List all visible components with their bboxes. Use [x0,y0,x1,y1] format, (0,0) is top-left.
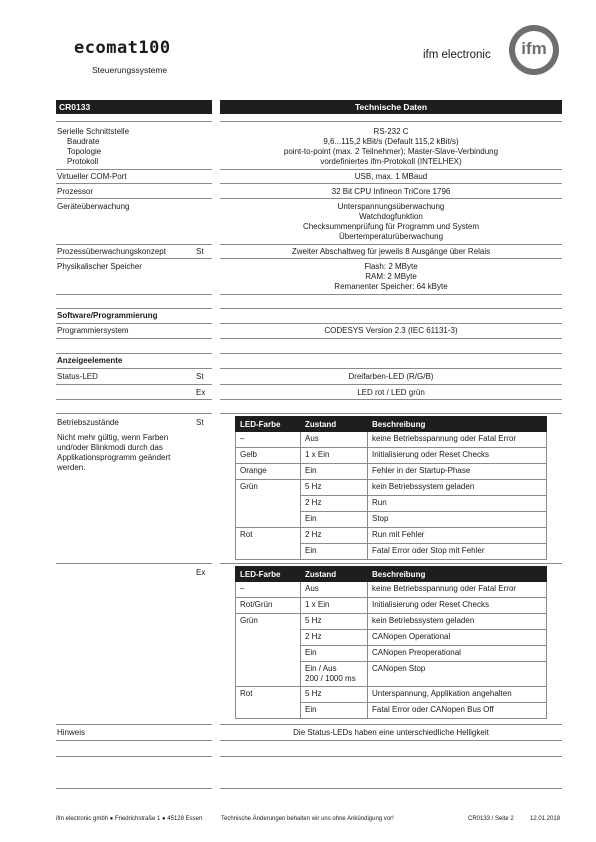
led-description: CANopen Stop [368,662,547,687]
col-header: Beschreibung [368,417,547,432]
led-description: Initialisierung oder Reset Checks [368,598,547,614]
monitor-value: Watchdogfunktion [359,212,423,221]
col-header: Beschreibung [368,567,547,582]
led-description: Run [368,496,547,512]
led-color: – [236,432,301,448]
right-header: Technische Daten [220,100,562,114]
led-color [236,662,301,687]
led-table-st [235,416,547,560]
led-color [236,512,301,528]
table-row [236,662,547,687]
led-color: Grün [236,614,301,630]
states-ex: Ex [196,568,206,577]
led-description: Fehler in der Startup-Phase [368,464,547,480]
led-state: 2 Hz [301,630,368,646]
process-label: Prozessüberwachungskonzept [57,247,166,256]
led-color [236,630,301,646]
table-row [236,687,547,703]
table-row [236,480,547,496]
memory-value: Remanenter Speicher: 64 kByte [334,282,448,291]
col-header: Zustand [301,567,368,582]
led-state: Aus [301,432,368,448]
serial-value: vordefiniertes ifm-Protokoll (INTELHEX) [320,157,462,166]
table-row [236,432,547,448]
led-description: keine Betriebsspannung oder Fatal Error [368,432,547,448]
display-heading: Anzeigeelemente [57,356,123,365]
led-state: Ein [301,512,368,528]
led-description: keine Betriebsspannung oder Fatal Error [368,582,547,598]
led-state: 5 Hz [301,614,368,630]
led-state: Ein / Aus 200 / 1000 ms [301,662,368,687]
led-table-ex [235,566,547,719]
states-label: Betriebszustände [57,418,119,427]
led-description: CANopen Operational [368,630,547,646]
note-value: Die Status-LEDs haben eine unterschiedliche Helligkeit [293,728,489,737]
led-description: CANopen Preoperational [368,646,547,662]
table-row [236,703,547,719]
table-row [236,630,547,646]
process-value: Zweiter Abschaltweg für jeweils 8 Ausgänge über Relais [291,247,491,256]
serial-sublabel: Protokoll [67,157,99,166]
led-state: Aus [301,582,368,598]
status-led-st: St [196,372,204,381]
cpu-label: Prozessor [57,187,94,196]
led-description: Fatal Error oder CANopen Bus Off [368,703,547,719]
led-state: 5 Hz [301,687,368,703]
led-state: 1 x Ein [301,598,368,614]
led-description: Fatal Error oder Stop mit Fehler [368,544,547,560]
led-description: Initialisierung oder Reset Checks [368,448,547,464]
table-row [236,646,547,662]
led-color: Grün [236,480,301,496]
footer-disclaimer: Technische Änderungen behalten wir uns ohne Ankündigung vor! [221,816,394,822]
serial-value: 9,6...115,2 kBit/s (Default 115,2 kBit/s) [323,137,459,146]
led-state: 2 Hz [301,496,368,512]
serial-value: point-to-point (max. 2 Teilnehmer); Master-Slave-Verbindung [283,147,499,156]
ifm-logo-text: ifm [521,39,547,58]
led-state: 5 Hz [301,480,368,496]
company-name: ifm electronic [423,49,491,61]
programming-label: Programmiersystem [57,326,129,335]
led-color [236,703,301,719]
led-state: Ein [301,544,368,560]
brand-subtitle: Steuerungssysteme [92,65,168,75]
status-led-ex-value: LED rot / LED grün [357,388,425,397]
led-state: 2 Hz [301,528,368,544]
led-description: kein Betriebssystem geladen [368,480,547,496]
led-description: Unterspannung, Applikation angehalten [368,687,547,703]
memory-label: Physikalischer Speicher [57,262,142,271]
led-color: Rot [236,687,301,703]
monitor-value: Übertemperaturüberwachung [338,232,444,241]
table-row [236,582,547,598]
serial-sublabel: Baudrate [67,137,100,146]
com-label: Virtueller COM-Port [57,172,127,181]
footer-address: ifm electronic gmbh ● Friedrichstraße 1 ● 45128 Essen [56,816,203,822]
led-state: 1 x Ein [301,448,368,464]
monitor-value: Checksummenprüfung für Programm und System [302,222,480,231]
table-row [236,614,547,630]
serial-value: RS-232 C [373,127,409,136]
led-color: – [236,582,301,598]
col-header: LED-Farbe [236,567,301,582]
states-note: und/oder Blinkmodi durch das [57,443,163,452]
brand-logo: ecomat100 [74,38,171,58]
led-color [236,646,301,662]
led-description: Run mit Fehler [368,528,547,544]
led-color: Rot/Grün [236,598,301,614]
footer-page: CR0133 / Seite 2 [468,816,514,822]
memory-value: Flash: 2 MByte [364,262,418,271]
col-header: Zustand [301,417,368,432]
footer-date: 12.01.2018 [530,816,561,822]
memory-value: RAM: 2 MByte [365,272,417,281]
status-led-ex: Ex [196,388,206,397]
led-color: Orange [236,464,301,480]
table-row [236,448,547,464]
programming-value: CODESYS Version 2.3 (IEC 61131-3) [324,326,458,335]
led-state: Ein [301,703,368,719]
led-color [236,496,301,512]
status-led-st-value: Dreifarben-LED (R/G/B) [348,372,434,381]
software-heading: Software/Programmierung [57,311,158,320]
table-row [236,512,547,528]
serial-sublabel: Topologie [67,147,102,156]
states-st: St [196,418,204,427]
led-color: Rot [236,528,301,544]
table-row [236,464,547,480]
states-note: Nicht mehr gültig, wenn Farben [57,433,169,442]
monitor-value: Unterspannungsüberwachung [337,202,445,211]
serial-label: Serielle Schnittstelle [57,127,130,136]
cpu-value: 32 Bit CPU Infineon TriCore 1796 [331,187,451,196]
led-state: Ein [301,464,368,480]
table-row [236,496,547,512]
note-label: Hinweis [57,728,86,737]
table-row [236,598,547,614]
left-header: CR0133 [56,100,212,114]
led-description: kein Betriebssystem geladen [368,614,547,630]
table-row [236,544,547,560]
led-color [236,544,301,560]
states-note: werden. [57,463,86,472]
com-value: USB, max. 1 MBaud [354,172,428,181]
led-state: Ein [301,646,368,662]
led-description: Stop [368,512,547,528]
monitor-label: Geräteüberwachung [57,202,130,211]
col-header: LED-Farbe [236,417,301,432]
status-led-label: Status-LED [57,372,98,381]
process-st: St [196,247,204,256]
led-color: Gelb [236,448,301,464]
states-note: Applikationsprogramm geändert [57,453,171,462]
table-row [236,528,547,544]
